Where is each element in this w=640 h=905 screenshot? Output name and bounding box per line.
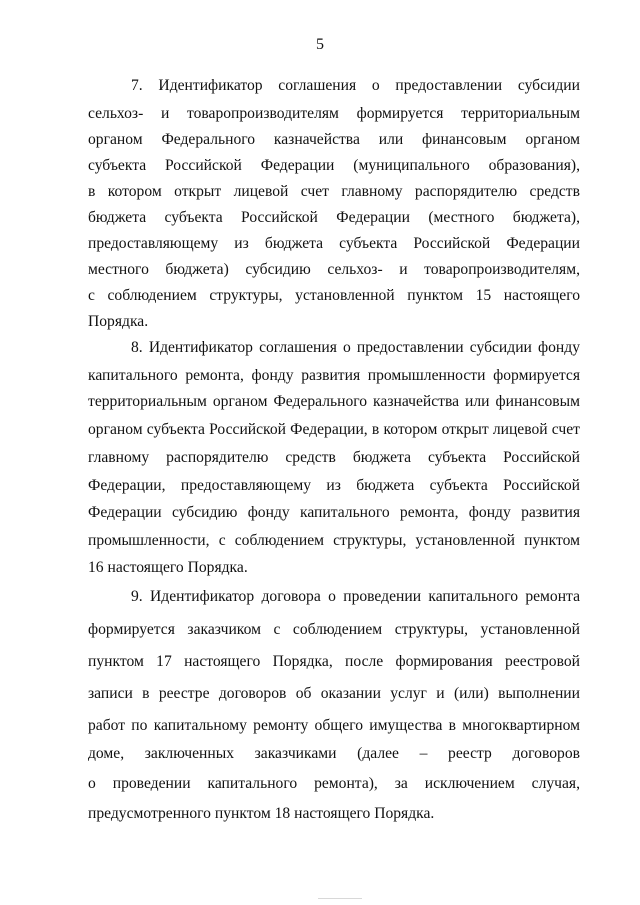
- paragraph-line: предоставляющему из бюджета субъекта Российской Федерации: [88, 235, 580, 252]
- paragraph-line: Федерации субсидию фонду капитального ремонта, фонду развития: [88, 504, 580, 521]
- paragraph-line: главному распорядителю средств бюджета субъекта Российской: [88, 449, 580, 466]
- paragraph-line: 16 настоящего Порядка.: [88, 559, 248, 576]
- paragraph-line: работ по капитальному ремонту общего имущества в многоквартирном: [88, 717, 580, 734]
- paragraph-line: о проведении капитального ремонта), за исключением случая,: [88, 775, 580, 792]
- paragraph-line: в котором открыт лицевой счет главному распорядителю средств: [88, 183, 580, 200]
- paragraph-line: территориальным органом Федерального казначейства или финансовым: [88, 393, 580, 410]
- paragraph-line: 8. Идентификатор соглашения о предоставлении субсидии фонду: [131, 339, 580, 356]
- paragraph-line: 9. Идентификатор договора о проведении капитального ремонта: [131, 588, 580, 605]
- paragraph-line: органом субъекта Российской Федерации, в котором открыт лицевой счет: [88, 421, 580, 438]
- paragraph-line: Федерации, предоставляющему из бюджета субъекта Российской: [88, 477, 580, 494]
- paragraph-line: органом Федерального казначейства или финансовым органом: [88, 131, 580, 148]
- paragraph-line: доме, заключенных заказчиками (далее – реестр договоров: [88, 745, 580, 762]
- paragraph-line: пунктом 17 настоящего Порядка, после формирования реестровой: [88, 653, 580, 670]
- paragraph-line: предусмотренного пунктом 18 настоящего Порядка.: [88, 805, 435, 822]
- paragraph-line: сельхоз- и товаропроизводителям формируется территориальным: [88, 105, 580, 122]
- paragraph-line: субъекта Российской Федерации (муниципального образования),: [88, 157, 580, 174]
- paragraph-line: Порядка.: [88, 313, 149, 330]
- scan-edge-mark: [318, 898, 362, 899]
- paragraph-line: с соблюдением структуры, установленной пунктом 15 настоящего: [88, 287, 580, 304]
- paragraph-line: 7. Идентификатор соглашения о предоставлении субсидии: [131, 77, 580, 94]
- paragraph-line: промышленности, с соблюдением структуры, установленной пунктом: [88, 532, 580, 549]
- paragraph-line: местного бюджета) субсидию сельхоз- и товаропроизводителям,: [88, 261, 580, 278]
- paragraph-line: бюджета субъекта Российской Федерации (местного бюджета),: [88, 209, 580, 226]
- paragraph-line: капитального ремонта, фонду развития промышленности формируется: [88, 367, 580, 384]
- paragraph-line: записи в реестре договоров об оказании услуг и (или) выполнении: [88, 685, 580, 702]
- page-number: 5: [316, 36, 324, 53]
- paragraph-line: формируется заказчиком с соблюдением структуры, установленной: [88, 621, 580, 638]
